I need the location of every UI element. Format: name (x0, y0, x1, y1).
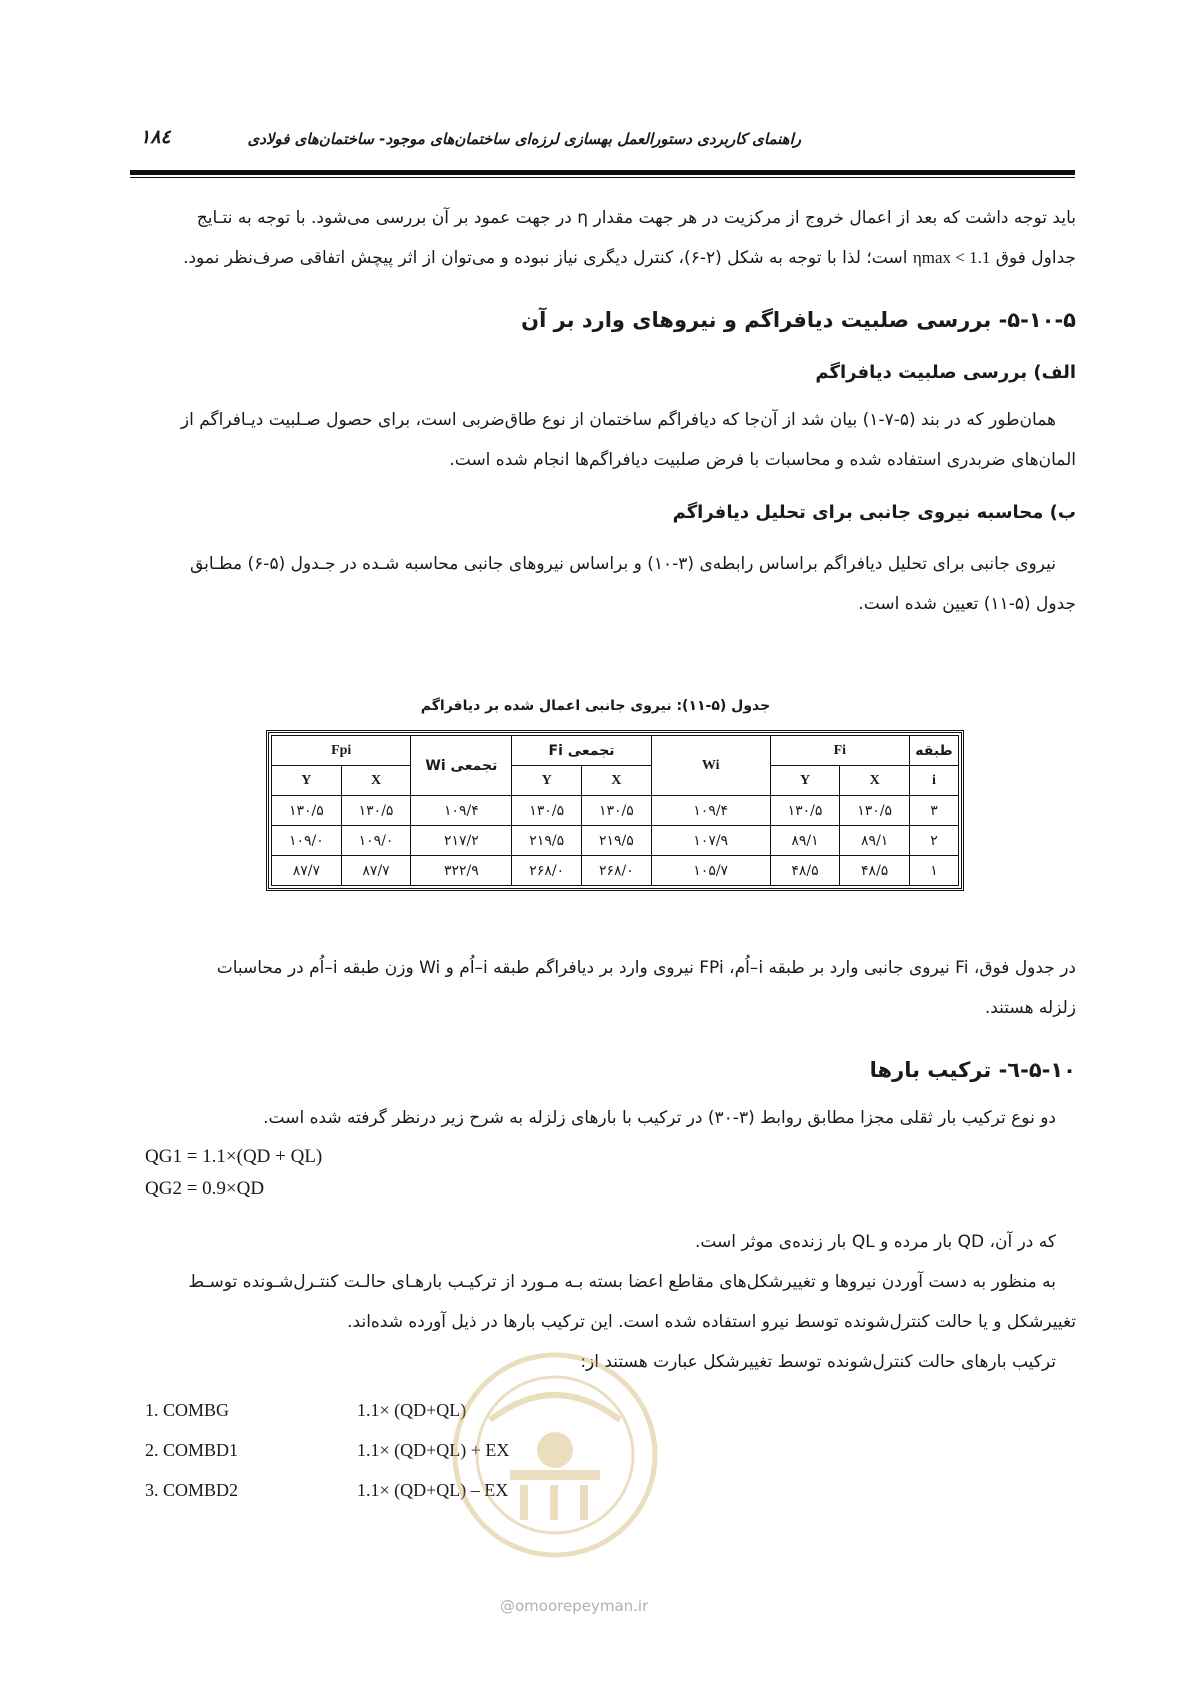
watermark-seal-icon (450, 1350, 660, 1560)
subheading-b: ب) محاسبه نیروی جانبی برای تحلیل دیافراگم (672, 502, 1076, 523)
table-caption: جدول (۵-۱۱): نیروی جانبی اعمال شده بر دیافراگم (420, 698, 771, 714)
combo-expression: 1.1× (QD+QL) – EX (357, 1480, 509, 1500)
header-story: طبقه (910, 736, 959, 766)
header-wi: Wi (651, 736, 770, 796)
header-story-i: i (910, 766, 959, 796)
eta-inequality: ηmax < 1.1 (912, 248, 991, 267)
intro-paragraph (131, 198, 1076, 278)
header-cum-x: X (582, 766, 652, 796)
table-frame (266, 730, 964, 891)
table-row: ۳ ۱۳۰/۵ ۱۳۰/۵ ۱۰۹/۴ ۱۳۰/۵ ۱۳۰/۵ ۱۰۹/۴ ۱۳۰/۵ ۱۳۰/۵ (272, 796, 959, 826)
equation-qg2: QG2 = 0.9×QD (145, 1178, 265, 1199)
watermark-site-text: @omoorepeyman.ir (500, 1597, 649, 1615)
section-heading-5-10-5: ۵-۱۰-۵- بررسی صلبیت دیافراگم و نیروهای وارد بر آن (521, 308, 1076, 332)
combo-expression: 1.1× (QD+QL) + EX (357, 1440, 510, 1460)
paragraph-b: نیروی جانبی برای تحلیل دیافراگم براساس رابطه‌ی (۳-۱۰) و براساس نیروهای جانبی محاسبه شـده در جـدول (۵-۶) مطـابق جدول (۵-۱۱) تعیین شده است. (189, 554, 1076, 614)
table-row: ۲ ۸۹/۱ ۸۹/۱ ۱۰۷/۹ ۲۱۹/۵ ۲۱۹/۵ ۲۱۷/۲ ۱۰۹/۰ ۱۰۹/۰ (272, 826, 959, 856)
header-fi-y: Y (770, 766, 840, 796)
header-wi-cumulative: تجمعی Wi (411, 736, 512, 796)
page-number: ۱۸٤ (140, 126, 171, 148)
header-fpi-x: X (341, 766, 411, 796)
paragraph-a: همان‌طور که در بند (۵-۷-۱) بیان شد از آن‌جا که دیافراگم ساختمان از نوع طاق‌ضربی است، برای حصول صـلبیت دیـافراگم از المان‌های ضربدری استفاده شده و محاسبات با فرض صلبیت دیافراگم‌ها انجام شده است. (180, 410, 1076, 470)
subheading-a: الف) بررسی صلبیت دیافراگم (815, 362, 1076, 383)
intro-line-1: باید توجه داشت که بعد از اعمال خروج از مرکزیت در هر جهت مقدار η در جهت عمود بر آن بررسی می‌شود. با توجه به نتـایج (196, 208, 1076, 228)
intro-line-2: جداول فوق ηmax < 1.1 است؛ لذا با توجه به شکل (۲-۶)، کنترل دیگری نیاز نبوده و می‌توان از اثر پیچش اتفاقی صرف‌نظر نمود. (183, 248, 1076, 268)
table-notes-paragraph: در جدول فوق، Fi نیروی جانبی وارد بر طبقه i–اُم، FPi نیروی وارد بر دیافراگم طبقه i–اُم و Wi وزن طبقه i–اُم در محاسبات زلزله هستند. (216, 958, 1076, 1018)
combo-name: 1. COMBG (145, 1400, 230, 1420)
header-rule-thin (130, 177, 1075, 178)
header-fpi-y: Y (272, 766, 342, 796)
lateral-force-table (271, 735, 959, 886)
header-fi-x: X (840, 766, 910, 796)
header-fi: Fi (770, 736, 909, 766)
combo-name: 3. COMBD2 (145, 1480, 239, 1500)
table-row: ۱ ۴۸/۵ ۴۸/۵ ۱۰۵/۷ ۲۶۸/۰ ۲۶۸/۰ ۳۲۲/۹ ۸۷/۷ ۸۷/۷ (272, 856, 959, 886)
equation-qg1: QG1 = 1.1×(QD + QL) (145, 1146, 323, 1167)
load-definitions-paragraph: که در آن، QD بار مرده و QL بار زنده‌ی موثر است. به منظور به دست آوردن نیروها و تغییرشکل‌های مقاطع اعضا بسته بـه مـورد از ترکیـب بارهـای حالـت کنتـرل‌شـونده توسـط تغییرشکل و یا حالت کنترل‌شونده توسط نیرو استفاده شده است. این ترکیب بارها در ذیل آورده شده‌اند. ترکیب بارهای حالت کنترل‌شونده توسط تغییرشکل عبارت هستند از: (188, 1232, 1076, 1372)
header-fi-cumulative: تجمعی Fi (512, 736, 651, 766)
header-rule-thick (130, 170, 1075, 175)
section-heading-5-10-6: ۵-۱۰-٦- ترکیب بارها (869, 1058, 1076, 1082)
load-combo-intro: دو نوع ترکیب بار ثقلی مجزا مطابق روابط (۳-۳۰) در ترکیب با بارهای زلزله به شرح زیر درنظر گرفته شده است. (263, 1108, 1056, 1128)
header-fpi: Fpi (272, 736, 411, 766)
combo-name: 2. COMBD1 (145, 1440, 239, 1460)
header-cum-y: Y (512, 766, 582, 796)
combo-expression: 1.1× (QD+QL) (357, 1400, 467, 1420)
running-header-title: راهنمای کاربردی دستورالعمل بهسازی لرزه‌ای ساختمان‌های موجود- ساختمان‌های فولادی (247, 130, 801, 148)
